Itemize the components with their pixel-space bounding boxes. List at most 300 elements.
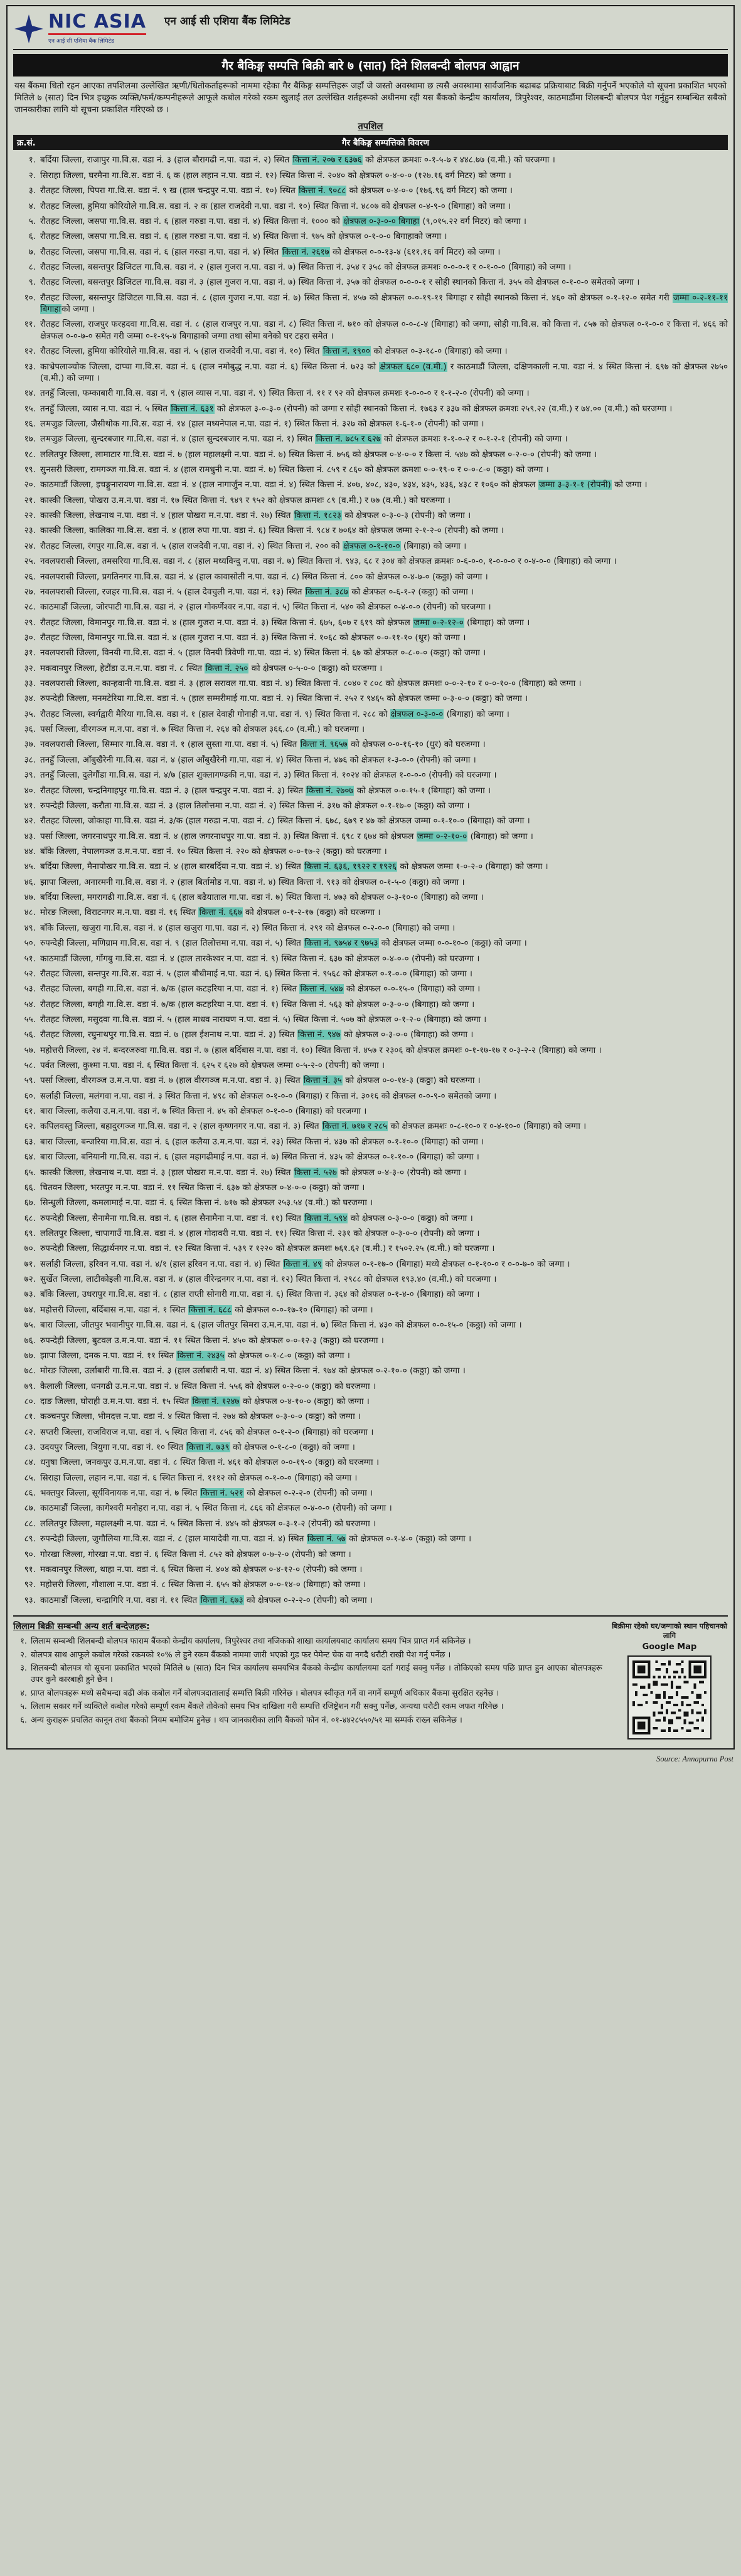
row-number: ८५. xyxy=(24,1472,36,1483)
row-number: ९३. xyxy=(24,1595,36,1605)
property-row xyxy=(13,214,728,229)
row-number: ८१. xyxy=(24,1412,36,1422)
row-number: ३०. xyxy=(24,632,36,643)
property-row xyxy=(13,260,728,275)
row-number: ६३. xyxy=(24,1136,36,1147)
row-text: नवलपरासी जिल्ला, विनयी गा.वि.स. वडा नं. ५ (हाल विनयी त्रिवेणी गा.पा. वडा नं. ४) स्थित कित्ता नं. ६७ को क्षेत्रफल ०-८-०-० (कठ्ठा) को जग्गा । xyxy=(40,648,486,658)
property-row xyxy=(13,1577,728,1592)
property-row xyxy=(13,1516,728,1531)
notice-page xyxy=(6,5,735,1750)
row-number: ८. xyxy=(28,261,36,272)
row-text: लमजुङ जिल्ला, जैसीथोक गा.वि.स. वडा नं. १४ (हाल मध्यनेपाल न.पा. वडा नं. १) स्थित कित्ता नं. ३२७ को क्षेत्रफल १-६-१-० (रोपनी) को जग्गा । xyxy=(40,418,484,429)
row-text: बर्दिया जिल्ला, मैनापोखर गा.वि.स. वडा नं. ४ (हाल बारबर्दिया न.पा. वडा नं. ४) स्थित कित्ता नं. ६३६, १९२२ र १९२६ को क्षेत्रफल जम्मा १-०-२-० (बिगाहा) को जग्गा । xyxy=(40,862,548,872)
row-text: सर्लाही जिल्ला, हरिवन न.पा. वडा नं. ४/१ (हाल हरिवन न.पा. वडा नं. ४) स्थित कित्ता नं. ४९ को क्षेत्रफल ०-१-१७-० (बिगाहा) मध्ये क्षेत्रफल ०-१-१०-० र ०-०-७-० को जग्गा । xyxy=(40,1259,570,1269)
notice-title-bar: गैर बैकिङ्ग सम्पत्ति बिक्री बारे ७ (सात) दिने शिलबन्दी बोलपत्र आह्वान xyxy=(13,54,728,77)
row-text: ललितपुर जिल्ला, लामाटार गा.वि.स. वडा नं. ७ (हाल महालक्ष्मी न.पा. वडा नं. ७) स्थित कित्ता नं. ७५६ को क्षेत्रफल ०-४-०-० र कित्ता नं. ५४७ को क्षेत्रफल ०-२-०-० (रोपनी) को जग्गा । xyxy=(40,449,597,460)
row-number: ७७. xyxy=(24,1350,36,1361)
row-number: ७५. xyxy=(24,1320,36,1331)
row-number: ५८. xyxy=(24,1060,36,1071)
property-row xyxy=(13,431,728,446)
row-number: ४७. xyxy=(24,892,36,903)
property-row xyxy=(13,645,728,660)
row-text: रौतहट जिल्ला, पिपरा गा.वि.स. वडा नं. ९ ख (हाल चन्द्रपुर न.पा. वडा नं. १०) स्थित कित्ता नं. ९०८८ को क्षेत्रफल ०-४-०-० (१७६.९६ वर्ग मिटर) को जग्गा । xyxy=(40,186,513,196)
condition-text: प्राप्त बोलपत्रहरू मध्ये सबैभन्दा बढी अंक कबोल गर्ने बोलपत्रदातालाई सम्पत्ति बिक्री गरिनेछ । बोलपत्र स्वीकृत गर्ने वा नगर्ने सम्पूर्ण अधिकार बैंकमा सुरक्षित रहनेछ । xyxy=(31,1688,499,1698)
row-number: ७०. xyxy=(24,1243,36,1254)
row-text: रौतहट जिल्ला, राजपुर फरहदवा गा.वि.स. वडा नं. ८ (हाल राजपुर न.पा. वडा नं. ८) स्थित कित्ता नं. ७१० को क्षेत्रफल ०-०-८-४ (बिगाहा) को जग्गा, सोही गा.वि.स. को कित्ता नं. ८५७ को क्षेत्रफल ०-१-०-० र कित्ता नं. ४६६ को क्षेत्रफल ०-०-७-० समेत गरी जम्मा ०-१-१५-४ बिगाहाको जग्गा तथा सोमा बनेको घर टहरा समेत । xyxy=(40,319,728,341)
row-text: महोत्तरी जिल्ला, गौशाला न.पा. वडा नं. ८ स्थित कित्ता नं. ६५५ को क्षेत्रफल ०-०-१४-० (बिगाहा) को जग्गा । xyxy=(40,1580,366,1590)
row-number: ३९. xyxy=(24,770,36,781)
row-number: २२. xyxy=(24,510,36,521)
row-number: ३३. xyxy=(24,678,36,689)
property-row xyxy=(13,1058,728,1073)
condition-item xyxy=(13,1635,602,1649)
row-number: ६०. xyxy=(24,1090,36,1101)
property-row xyxy=(13,1531,728,1546)
row-text: धनुषा जिल्ला, जनकपुर उ.म.न.पा. वडा नं. ८ स्थित कित्ता नं. ४६१ को क्षेत्रफल ०-०-१९-० (कठ्ठा) को घरजग्गा । xyxy=(40,1457,380,1468)
row-text: बाँके जिल्ला, उधरापुर गा.वि.स. वडा नं. ८ (हाल राप्ती सोनारी गा.पा. वडा नं. ६) स्थित कित्ता नं. ३६४ को क्षेत्रफल ०-१-४-० (बिगाहा) को जग्गा । xyxy=(40,1289,480,1300)
row-text: तनहुँ जिल्ला, फम्काबारी गा.वि.स. वडा नं. ९ (हाल व्यास न.पा. वडा नं. ९) स्थित कित्ता नं. ११ र ९२ को क्षेत्रफल क्रमशः १-०-०-० र १-१-२-० (रोपनी) को जग्गा । xyxy=(40,388,530,399)
property-row xyxy=(13,554,728,569)
property-row xyxy=(13,1363,728,1378)
property-row xyxy=(13,416,728,431)
row-number: १२. xyxy=(24,346,36,357)
property-row xyxy=(13,1455,728,1470)
condition-text: अन्य कुराहरू प्रचलित कानून तथा बैंकको नियम बमोजिम हुनेछ । थप जानकारीका लागि बैंकको फोन नं. ०१-४४२८५५०/५१ मा सम्पर्क राख्न सकिनेछ । xyxy=(31,1715,462,1725)
condition-item xyxy=(13,1649,602,1662)
row-number: ४१. xyxy=(24,800,36,811)
row-number: ४४. xyxy=(24,847,36,857)
property-row xyxy=(13,245,728,260)
row-text: झापा जिल्ला, दमक न.पा. वडा नं. ११ स्थित कित्ता नं. २४३५ को क्षेत्रफल ०-१-८-० (कठ्ठा) को जग्गा । xyxy=(40,1350,350,1361)
row-number: ९०. xyxy=(24,1549,36,1560)
row-number: ६. xyxy=(28,231,36,242)
property-row xyxy=(13,1562,728,1577)
row-text: सर्लाही जिल्ला, मलंगवा न.पा. वडा नं. ३ स्थित कित्ता नं. ४९८ को क्षेत्रफल ०-१-०-० (बिगाहा) र कित्ता नं. ३०१६ को क्षेत्रफल ०-०-९-० समेतको जग्गा । xyxy=(40,1090,497,1101)
row-number: ३६. xyxy=(24,724,36,735)
property-row xyxy=(13,661,728,676)
row-number: ५५. xyxy=(24,1014,36,1025)
row-number: ७. xyxy=(28,246,36,257)
condition-text: लिलाम सकार गर्ने व्यक्तिले कबोल गरेको सम्पूर्ण रकम बैंकले तोकेको समय भित्र दाखिला गरी सम्पत्ति रजिष्ट्रेशन गरी सक्नु पर्नेछ, अन्यथा धरौटी रकम जफत गरिनेछ । xyxy=(31,1702,504,1712)
row-text: कैलाली जिल्ला, धनगढी उ.म.न.पा. वडा नं. ४ स्थित कित्ता नं. ५५६ को क्षेत्रफल ०-२-०-० (कठ्ठा) को घरजग्गा । xyxy=(40,1381,376,1391)
property-row xyxy=(13,1440,728,1455)
row-text: पर्सा जिल्ला, वीरगञ्ज म.न.पा. वडा नं. ७ स्थित कित्ता नं. २६४ को क्षेत्रफल ३६६.८० (व.मी.) को घरजग्गा । xyxy=(40,724,365,735)
row-number: १९. xyxy=(24,465,36,475)
row-text: महोत्तरी जिल्ला, बर्दिबास न.पा. वडा नं. १ स्थित कित्ता नं. ६८८ को क्षेत्रफल ०-०-१७-१० (बिगाहा) को जग्गा । xyxy=(40,1304,373,1315)
condition-item xyxy=(13,1687,602,1701)
condition-number: ४. xyxy=(20,1688,27,1698)
condition-number: १. xyxy=(20,1636,27,1646)
row-number: ८८. xyxy=(24,1518,36,1529)
property-rows xyxy=(13,150,728,1609)
property-row xyxy=(13,1547,728,1562)
row-text: रौतहट जिल्ला, जसपा गा.वि.स. वडा नं. ६ (हाल गरुडा न.पा. वडा नं. ४) स्थित कित्ता नं. २६१७ को क्षेत्रफल ०-०-१३-४ (६११.१६ वर्ग मिटर) को जग्गा । xyxy=(40,246,501,257)
row-text: रुपन्देही जिल्ला, सिद्धार्थनगर न.पा. वडा नं. १२ स्थित कित्ता नं. ५३९ र १२२० को क्षेत्रफल क्रमशः ७६१.६२ (व.मी.) र १५०२.२५ (व.मी.) को घरजग्गा । xyxy=(40,1243,495,1254)
row-number: ७६. xyxy=(24,1335,36,1346)
row-number: ५९. xyxy=(24,1075,36,1086)
row-text: लमजुङ जिल्ला, सुन्दरबजार गा.वि.स. वडा नं. ४ (हाल सुन्दरबजार न.पा. वडा नं. १) स्थित कित्ता नं. ७८५ र ६२७ को क्षेत्रफल क्रमशः १-१-०-२ र ०-१-२-१ (रोपनी) को जग्गा । xyxy=(40,434,568,445)
property-row xyxy=(13,936,728,951)
property-row xyxy=(13,813,728,828)
row-number: १४. xyxy=(24,388,36,399)
property-row xyxy=(13,905,728,920)
property-row xyxy=(13,1470,728,1486)
row-number: ५७. xyxy=(24,1045,36,1055)
row-number: २९. xyxy=(24,617,36,628)
row-text: दाङ जिल्ला, घोराही उ.म.न.पा. वडा नं. १५ स्थित कित्ता नं. १२४७ को क्षेत्रफल ०-४-१०-० (कठ्ठा) को जग्गा । xyxy=(40,1396,370,1407)
property-row xyxy=(13,386,728,401)
row-text: रौतहट जिल्ला, बसन्तपुर डिजिटल गा.वि.स. वडा नं. ३ (हाल गुजरा न.पा. वडा नं. ७) स्थित कित्ता नं. ३५७ को क्षेत्रफल ०-०-०-१ र सोही स्थानको कित्ता नं. ३५५ को क्षेत्रफल ०-१-०-० समेतको जग्गा । xyxy=(40,277,640,288)
row-number: ८२. xyxy=(24,1427,36,1437)
row-number: ८४. xyxy=(24,1457,36,1468)
property-row xyxy=(13,1180,728,1195)
property-row xyxy=(13,615,728,630)
row-number: ३१. xyxy=(24,648,36,658)
row-number: ८९. xyxy=(24,1534,36,1544)
property-row xyxy=(13,997,728,1012)
property-row xyxy=(13,275,728,290)
row-text: सप्तरी जिल्ला, राजविराज न.पा. वडा नं. ५ स्थित कित्ता नं. ८५६ को क्षेत्रफल ०-१-२-० (बिगाहा) को घरजग्गा । xyxy=(40,1427,374,1437)
bank-info xyxy=(164,13,727,29)
row-number: ९२. xyxy=(24,1580,36,1590)
row-text: रौतहट जिल्ला, विमानपुर गा.वि.स. वडा नं. ४ (हाल गुजरा न.पा. वडा नं. ३) स्थित कित्ता नं. १०६८ को क्षेत्रफल ०-०-११-१० (धुर) को जग्गा । xyxy=(40,632,466,643)
property-row xyxy=(13,584,728,599)
property-row xyxy=(13,1012,728,1027)
property-row xyxy=(13,1104,728,1119)
row-text: कास्की जिल्ला, कालिका गा.वि.स. वडा नं. ४ (हाल रुपा गा.पा. वडा नं. ६) स्थित कित्ता नं. ९८४ र ७०६४ को क्षेत्रफल जम्मा २-१-२-० (रोपनी) को जग्गा । xyxy=(40,525,504,536)
logo-underline xyxy=(48,33,146,35)
property-row xyxy=(13,168,728,183)
google-map-label: Google Map xyxy=(642,1642,697,1652)
row-text: चितवन जिल्ला, भरतपुर म.न.पा. वडा नं. ११ स्थित कित्ता नं. ६३७ को क्षेत्रफल ०-४-०-० (कठ्ठा) को जग्गा । xyxy=(40,1182,365,1193)
property-row xyxy=(13,875,728,890)
row-number: ७८. xyxy=(24,1366,36,1376)
property-row xyxy=(13,844,728,859)
property-row xyxy=(13,676,728,691)
row-number: ४०. xyxy=(24,785,36,796)
row-text: झापा जिल्ला, अनारमनी गा.वि.स. वडा नं. २ (हाल बिर्तामोड न.पा. वडा नं. ४) स्थित कित्ता नं. ९१३ को क्षेत्रफल ०-१-५-० (कठ्ठा) को जग्गा । xyxy=(40,877,465,887)
row-number: २६. xyxy=(24,571,36,582)
row-number: ५६. xyxy=(24,1030,36,1040)
row-number: ५४. xyxy=(24,999,36,1010)
star-icon xyxy=(14,14,43,43)
row-number: ६२. xyxy=(24,1121,36,1132)
map-info-box xyxy=(611,1620,728,1742)
property-row xyxy=(13,1211,728,1226)
row-number: २०. xyxy=(24,480,36,490)
property-row xyxy=(13,966,728,981)
property-row xyxy=(13,829,728,844)
row-text: कास्की जिल्ला, लेखनाथ न.पा. वडा नं. ३ (हाल पोखरा म.न.पा. वडा नं. २७) स्थित कित्ता नं. ५२७ को क्षेत्रफल ०-४-३-० (रोपनी) को जग्गा । xyxy=(40,1167,467,1178)
row-text: रौतहट जिल्ला, रंगपुर गा.वि.स. वडा नं. ५ (हाल राजदेवी न.पा. वडा नं. २) स्थित कित्ता नं. २०० को क्षेत्रफल ०-१-१०-० (बिगाहा) को जग्गा । xyxy=(40,541,467,551)
row-number: २३. xyxy=(24,525,36,536)
row-text: सुनसरी जिल्ला, रामगञ्ज गा.वि.स. वडा नं. ४ (हाल रामधुनी न.पा. वडा नं. ७) स्थित कित्ता नं. ८५९ र ८६० को क्षेत्रफल क्रमशः ०-०-१९-० र ०-०-८-० (कठ्ठा) को जग्गा । xyxy=(40,465,549,475)
row-number: २८. xyxy=(24,602,36,613)
row-text: मोरङ जिल्ला, उर्लाबारी गा.वि.स. वडा नं. ३ (हाल उर्लाबारी न.पा. वडा नं. ४) स्थित कित्ता नं. ९७४ को क्षेत्रफल ०-२-१०-० (कठ्ठा) को जग्गा । xyxy=(40,1366,466,1376)
property-row xyxy=(13,981,728,996)
property-row xyxy=(13,1241,728,1256)
row-text: महोत्तरी जिल्ला, २४ नं. बन्दरजरुवा गा.वि.स. वडा नं. ७ (हाल बर्दिबास न.पा. वडा नं. १०) स्थित कित्ता नं. ४५७ र २३०६ को क्षेत्रफल क्रमशः ०-१-१७-१७ र ०-३-२-२ (बिगाहा) को जग्गा । xyxy=(40,1045,602,1055)
row-number: २४. xyxy=(24,541,36,551)
row-number: १७. xyxy=(24,434,36,445)
row-number: ६६. xyxy=(24,1182,36,1193)
condition-number: २. xyxy=(20,1650,27,1660)
row-number: १०. xyxy=(24,292,36,303)
row-number: ४. xyxy=(28,201,36,211)
row-text: मकवानपुर जिल्ला, हेटौंडा उ.म.न.पा. वडा नं. ८ स्थित कित्ता नं. २५० को क्षेत्रफल ०-५-०-० (कठ्ठा) को घरजग्गा । xyxy=(40,663,383,673)
row-number: ४८. xyxy=(24,907,36,918)
source-credit: Source: Annapurna Post xyxy=(656,1755,733,1763)
row-number: २५. xyxy=(24,556,36,567)
row-text: कपिलवस्तु जिल्ला, बहादुरगञ्ज गा.वि.स. वडा नं. २ (हाल कृष्णनगर न.पा. वडा नं. ३) स्थित कित्ता नं. ७१७ र २८५ को क्षेत्रफल क्रमशः ०-८-१०-० र ०-४-१०-० (बिगाहा) को जग्गा । xyxy=(40,1121,587,1132)
row-number: १६. xyxy=(24,418,36,429)
row-number: ५२. xyxy=(24,968,36,979)
row-text: बाँके जिल्ला, खजुरा गा.वि.स. वडा नं. ४ (हाल खजुरा गा.पा. वडा नं. २) स्थित कित्ता नं. २९१ को क्षेत्रफल ०-२-०-० (बिगाहा) को जग्गा । xyxy=(40,922,456,933)
row-number: ८३. xyxy=(24,1442,36,1453)
property-row xyxy=(13,1226,728,1241)
row-number: ६४. xyxy=(24,1152,36,1163)
row-text: काठमाडौं जिल्ला, जोरपाटी गा.वि.स. वडा नं. २ (हाल गोकर्णेश्वर न.पा. वडा नं. ५) स्थित कित्ता नं. ५४० को क्षेत्रफल ०-४-०-० (रोपनी) को घरजग्गा । xyxy=(40,602,491,613)
condition-number: ३. xyxy=(20,1664,27,1674)
row-number: १८. xyxy=(24,449,36,460)
row-number: ८७. xyxy=(24,1503,36,1514)
property-row xyxy=(13,523,728,538)
column-details: गैर बैकिङ्ग सम्पत्तिको विवरण xyxy=(342,138,429,149)
row-number: ११. xyxy=(24,319,36,330)
condition-number: ५. xyxy=(20,1702,27,1712)
row-number: २१. xyxy=(24,495,36,505)
row-text: तनहुँ जिल्ला, व्यास न.पा. वडा नं. ५ स्थित कित्ता नं. ६३१ को क्षेत्रफल ३-०-३-० (रोपनी) को जग्गा र सोही स्थानको कित्ता नं. १७६३ र ३३७ को क्षेत्रफल क्रमशः २५९.२२ (व.मी.) र ७४.०० (व.मी.) को घरजग्गा । xyxy=(40,403,673,414)
row-text: रुपन्देही जिल्ला, सैनामैना गा.वि.स. वडा नं. ६ (हाल सैनामैना न.पा. वडा नं. ११) स्थित कित्ता नं. ५९४ को क्षेत्रफल ०-३-०-० (कठ्ठा) को जग्गा । xyxy=(40,1213,473,1223)
conditions-list xyxy=(13,1620,602,1742)
row-text: रौतहट जिल्ला, चन्द्रनिगाहपुर गा.वि.स. वडा नं. ३ (हाल चन्द्रपुर न.पा. वडा नं. ३) स्थित कित्ता नं. २७०७ को क्षेत्रफल ०-०-१५-१ (बिगाहा) को जग्गा । xyxy=(40,785,491,796)
row-number: ६५. xyxy=(24,1167,36,1178)
row-number: ४२. xyxy=(24,816,36,826)
property-row xyxy=(13,359,728,386)
row-text: रौतहट जिल्ला, बगही गा.वि.स. वडा नं. ७/क (हाल कटहरिया न.पा. वडा नं. १) स्थित कित्ता नं. ५६३ को क्षेत्रफल ०-३-०-० (बिगाहा) को जग्गा । xyxy=(40,999,475,1010)
column-sn: क्र.सं. xyxy=(17,138,36,149)
property-row xyxy=(13,1089,728,1104)
property-row xyxy=(13,1134,728,1149)
row-text: काठमाडौं जिल्ला, कागेश्वरी मनोहरा न.पा. वडा नं. ५ स्थित कित्ता नं. ८६६ को क्षेत्रफल ०-४-०-० (रोपनी) को जग्गा । xyxy=(40,1503,392,1514)
row-text: रौतहट जिल्ला, बसन्तपुर डिजिटल गा.वि.स. वडा नं. ८ (हाल गुजरा न.पा. वडा नं. ७) स्थित कित्ता नं. ४५७ को क्षेत्रफल ०-०-१९-११ बिगाहा र सोही स्थानको कित्ता नं. ४६० को क्षेत्रफल ०-१-१२-० समेत गरी जम्मा ०-२-११-११ बिगाहाको जग्गा । xyxy=(40,292,728,315)
property-row xyxy=(13,630,728,645)
row-text: कास्की जिल्ला, पोखरा उ.म.न.पा. वडा नं. १७ स्थित कित्ता नं. ९४९ र ९५२ को क्षेत्रफल क्रमशः ८९ (व.मी.) र ७७ (व.मी.) को घरजग्गा । xyxy=(40,495,450,505)
property-row xyxy=(13,401,728,416)
row-text: नवलपरासी जिल्ला, तमसरिया गा.वि.स. वडा नं. ८ (हाल मध्यविन्दु न.पा. वडा नं. ७) स्थित कित्ता नं. ९४३, ६८ र ३०४ को क्षेत्रफल क्रमशः ०-६-०-०, १-०-०-० र ०-४-०-० (बिगाहा) को जग्गा । xyxy=(40,556,617,567)
row-number: १. xyxy=(28,155,36,166)
qr-code xyxy=(627,1655,712,1739)
row-number: ४३. xyxy=(24,831,36,842)
property-row xyxy=(13,317,728,344)
property-row xyxy=(13,768,728,783)
property-row xyxy=(13,921,728,936)
property-row xyxy=(13,1409,728,1424)
property-row xyxy=(13,1317,728,1333)
row-text: गोरखा जिल्ला, गोरखा न.पा. वडा नं. ६ स्थित कित्ता नं. ८५२ को क्षेत्रफल ०-७-२-० (रोपनी) को जग्गा । xyxy=(40,1549,351,1560)
property-row xyxy=(13,859,728,874)
row-number: ८०. xyxy=(24,1396,36,1407)
property-row xyxy=(13,290,728,317)
property-row xyxy=(13,1287,728,1302)
property-row xyxy=(13,1302,728,1317)
property-row xyxy=(13,447,728,462)
row-text: बारा जिल्ला, बन्जरिया गा.वि.स. वडा नं. ६ (हाल कलैया उ.म.न.पा. वडा नं. २३) स्थित कित्ता नं. ४३७ को क्षेत्रफल ०-१-१०-० (बिगाहा) को जग्गा । xyxy=(40,1136,484,1147)
condition-text: बोलपत्र साथ आफूले कबोल गरेको रकमको १०% ले हुने रकम बैंकको नाममा जारी भएको गुड फर पेमेन्ट चेक वा नगदै धरौटी राखी पेश गर्नु पर्नेछ । xyxy=(31,1650,451,1660)
row-text: तनहुँ जिल्ला, आँबुखैरेनी गा.वि.स. वडा नं. ४ (हाल आँबुखैरेनी गा.पा. वडा नं. ४) स्थित कित्ता नं. ४७६ को क्षेत्रफल १-३-०-० (रोपनी) को जग्गा । xyxy=(40,754,476,765)
row-number: ६७. xyxy=(24,1198,36,1208)
row-text: रौतहट जिल्ला, जोकाहा गा.वि.स. वडा नं. ३/क (हाल गरुडा न.पा. वडा नं. ८) स्थित कित्ता नं. ६७८, ६७९ र ४७ को क्षेत्रफल जम्मा ०-१-१०-० (बिगाहा) को जग्गा । xyxy=(40,816,530,826)
row-text: बर्दिया जिल्ला, मगरागढी गा.वि.स. वडा नं. ६ (हाल बढैयाताल गा.पा. वडा नं. ७) स्थित कित्ता नं. ४७३ को क्षेत्रफल ०-३-१०-० (बिगाहा) को जग्गा । xyxy=(40,892,484,903)
row-text: रौतहट जिल्ला, बसन्तपुर डिजिटल गा.वि.स. वडा नं. २ (हाल गुजरा न.पा. वडा नं. ७) स्थित कित्ता नं. ३५४ र ३५८ को क्षेत्रफल क्रमशः ०-०-०-१ र ०-१-०-० (बिगाहा) को जग्गा । xyxy=(40,261,572,272)
row-number: ६१. xyxy=(24,1106,36,1117)
row-text: बाँके जिल्ला, नेपालगञ्ज उ.म.न.पा. वडा नं. १० स्थित कित्ता नं. २२० को क्षेत्रफल ०-०-१७-२ (कठ्ठा) को घरजग्गा । xyxy=(40,847,387,857)
row-number: ५३. xyxy=(24,984,36,995)
row-text: रौतहट जिल्ला, विमानपुर गा.वि.स. वडा नं. ४ (हाल गुजरा न.पा. वडा नं. ३) स्थित कित्ता नं. ६७५, ६०७ र ६१९ को क्षेत्रफल जम्मा ०-२-१२-० (बिगाहा) को जग्गा । xyxy=(40,617,530,628)
property-row xyxy=(13,477,728,492)
row-text: काभ्रेपलाञ्चोक जिल्ला, दाप्चा गा.वि.स. वडा नं. ६ (हाल नमोबुद्ध न.पा. वडा नं. ६) स्थित कित्ता नं. ७२३ को क्षेत्रफल ६८० (व.मी.) र काठमाडौं जिल्ला, दक्षिणकाली न.पा. वडा नं. ४ स्थित कित्ता नं. ६९७ को क्षेत्रफल २७५० (व.मी.) को जग्गा । xyxy=(40,361,728,383)
tapashil-heading: तपशिल xyxy=(358,122,383,132)
row-number: ६९. xyxy=(24,1228,36,1238)
row-number: ३. xyxy=(28,186,36,196)
property-row xyxy=(13,1593,728,1608)
row-text: उदयपुर जिल्ला, त्रियुगा न.पा. वडा नं. १० स्थित कित्ता नं. ७३९ को क्षेत्रफल ०-१-८-० (कठ्ठा) को जग्गा । xyxy=(40,1442,355,1453)
row-number: ६८. xyxy=(24,1213,36,1223)
property-row xyxy=(13,229,728,244)
row-number: ५०. xyxy=(24,938,36,949)
row-number: ४५. xyxy=(24,862,36,872)
row-text: सुर्खेत जिल्ला, लाटीकोइली गा.वि.स. वडा नं. ४ (हाल वीरेन्द्रनगर न.पा. वडा नं. १२) स्थित कित्ता नं. २९८८ को क्षेत्रफल १९३.४० (व.मी.) को घरजग्गा । xyxy=(40,1274,497,1285)
property-row xyxy=(13,737,728,752)
row-number: ७४. xyxy=(24,1304,36,1315)
row-text: नवलपरासी जिल्ला, कान्हवानी गा.वि.स. वडा नं. ३ (हाल सरावल गा.पा. वडा नं. ४) स्थित कित्ता नं. ८०४० र ८०८ को क्षेत्रफल क्रमशः ०-०-२-१० र ०-०-१०-० (बिगाहा) को जग्गा । xyxy=(40,678,582,689)
row-text: रौतहट जिल्ला, जसपा गा.वि.स. वडा नं. ६ (हाल गरुडा न.पा. वडा नं. ४) स्थित कित्ता नं. ९७५ को क्षेत्रफल ०-१-०-० बिगाहाको जग्गा । xyxy=(40,231,447,242)
row-number: ३५. xyxy=(24,709,36,719)
notice-header xyxy=(13,10,728,50)
row-text: पर्सा जिल्ला, जगरनाथपुर गा.वि.स. वडा नं. ४ (हाल जगरनाथपुर गा.पा. वडा नं. ३) स्थित कित्ता नं. ६९८ र ६७४ को क्षेत्रफल जम्मा ०-२-१०-० (बिगाहा) को जग्गा । xyxy=(40,831,533,842)
row-number: १५. xyxy=(24,403,36,414)
row-text: सिराहा जिल्ला, लहान न.पा. वडा नं. ६ स्थित कित्ता नं. १११२ को क्षेत्रफल ०-१-०-० (बिगाहा) को जग्गा । xyxy=(40,1472,358,1483)
property-row xyxy=(13,1333,728,1348)
property-row xyxy=(13,599,728,615)
row-text: सिराहा जिल्ला, घरमैना गा.वि.स. वडा नं. ६ क (हाल लहान न.पा. वडा नं. १२) स्थित कित्ता नं. २०४० को क्षेत्रफल ०-४-०-० (१२७.१६ वर्ग मिटर) को जग्गा । xyxy=(40,170,511,181)
property-row xyxy=(13,798,728,813)
bank-name: एन आई सी एशिया बैंक लिमिटेड xyxy=(164,15,291,28)
row-text: पर्सा जिल्ला, वीरगञ्ज उ.म.न.पा. वडा नं. ७ (हाल वीरगञ्ज म.न.पा. वडा नं. ३) स्थित कित्ता नं. ३५ को क्षेत्रफल ०-०-१४-३ (कठ्ठा) को घरजग्गा । xyxy=(40,1075,481,1086)
row-text: ललितपुर जिल्ला, चापागाउँ गा.वि.स. वडा नं. ४ (हाल गोदावरी न.पा. वडा नं. ११) स्थित कित्ता नं. २३१ को क्षेत्रफल ०-३-०-० (रोपनी) को जग्गा । xyxy=(40,1228,480,1238)
row-number: ३८. xyxy=(24,754,36,765)
row-text: सिन्धुली जिल्ला, कमलामाई न.पा. वडा नं. ६ स्थित कित्ता नं. ७१७ को क्षेत्रफल २५३.५४ (व.मी.) को घरजग्गा । xyxy=(40,1198,373,1208)
row-text: बर्दिया जिल्ला, राजापुर गा.वि.स. वडा नं. ३ (हाल बौरागढी न.पा. वडा नं. २) स्थित कित्ता नं. २०७ र ६३७६ को क्षेत्रफल क्रमशः ०-१-५-७ र ४४८.७७ (व.मी.) को घरजग्गा । xyxy=(40,155,555,166)
row-text: रुपन्देही जिल्ला, करौता गा.वि.स. वडा नं. ३ (हाल तिलोत्तमा न.पा. वडा नं. २) स्थित कित्ता नं. ३१७ को क्षेत्रफल ०-१-१७-० (कठ्ठा) को जग्गा । xyxy=(40,800,470,811)
conditions-title: लिलाम बिक्री सम्बन्धी अन्य शर्त बन्देजहरू: xyxy=(13,1621,150,1632)
row-number: ७३. xyxy=(24,1289,36,1300)
property-row xyxy=(13,1257,728,1272)
row-text: बारा जिल्ला, कलैया उ.म.न.पा. वडा नं. ७ स्थित कित्ता नं. ४५ को क्षेत्रफल ०-१-०-० (बिगाहा) को घरजग्गा । xyxy=(40,1106,367,1117)
row-text: रुपन्देही जिल्ला, बुटवल उ.म.न.पा. वडा नं. ११ स्थित कित्ता नं. ४५० को क्षेत्रफल ०-०-१२-३ (कठ्ठा) को घरजग्गा । xyxy=(40,1335,384,1346)
row-text: रुपन्देही जिल्ला, मनमटेरिया गा.वि.स. वडा नं. ५ (हाल सम्मरीमाई गा.पा. वडा नं. २) स्थित कित्ता नं. २५२ र ९४६५ को क्षेत्रफल जम्मा ०-३-०-० (कठ्ठा) को जग्गा । xyxy=(40,694,528,704)
row-text: नवलपरासी जिल्ला, सिम्मार गा.वि.स. वडा नं. १ (हाल सुस्ता गा.पा. वडा नं. ५) स्थित कित्ता नं. ९६५७ को क्षेत्रफल ०-०-१६-१० (धुर) को घरजग्गा । xyxy=(40,739,486,750)
row-text: नवलपरासी जिल्ला, प्रगतिनगर गा.वि.स. वडा नं. ४ (हाल कावासोती न.पा. वडा नं. ८) स्थित कित्ता नं. ८०० को क्षेत्रफल ०-४-७-० (कठ्ठा) को जग्गा । xyxy=(40,571,488,582)
property-row xyxy=(13,344,728,359)
property-row xyxy=(13,890,728,905)
row-text: ललितपुर जिल्ला, महालक्ष्मी न.पा. वडा नं. ५ स्थित कित्ता नं. ४४५ को क्षेत्रफल ०-३-१-२ (रोपनी) को घरजग्गा । xyxy=(40,1518,376,1529)
row-text: रौतहट जिल्ला, मसुदवा गा.वि.स. वडा नं. ५ (हाल माधव नारायण न.पा. वडा नं. ५) स्थित कित्ता नं. ५०७ को क्षेत्रफल ०-१-२-० (बिगाहा) को जग्गा । xyxy=(40,1014,487,1025)
property-row xyxy=(13,539,728,554)
condition-item xyxy=(13,1700,602,1714)
row-number: २. xyxy=(28,170,36,181)
row-text: काठमाडौं जिल्ला, इचङ्गुनारायण गा.वि.स. वडा नं. ४ (हाल नागार्जुन न.पा. वडा नं. ४) स्थित कित्ता नं. ४०७, ४०८, ४३०, ४३४, ४३५, ४३६, ४३८ र १०६० को क्षेत्रफल जम्मा ३-३-१-१ (रोपनी) को जग्गा । xyxy=(40,480,648,490)
property-row xyxy=(13,1195,728,1210)
property-row xyxy=(13,1043,728,1058)
property-row xyxy=(13,783,728,798)
property-row xyxy=(13,1486,728,1501)
row-text: बारा जिल्ला, बनियानी गा.वि.स. वडा नं. ६ (हाल महागढीमाई न.पा. वडा नं. ७) स्थित कित्ता नं. ४३५ को क्षेत्रफल ०-१-१०-० (बिगाहा) को जग्गा । xyxy=(40,1152,479,1163)
row-number: ७९. xyxy=(24,1381,36,1391)
property-row xyxy=(13,508,728,523)
property-row xyxy=(13,1379,728,1394)
condition-text: शिलबन्दी बोलपत्र यो सूचना प्रकाशित भएको मितिले ७ (सात) दिन भित्र कार्यालय समयभित्र बैंकको केन्द्रीय कार्यालयमा दर्ता गराई सक्नु पर्नेछ । तोकिएको समय पछि प्राप्त हुन आएका बोलपत्रहरू उपर कुनै कारबाही हुने छैन । xyxy=(31,1664,602,1684)
row-number: ४६. xyxy=(24,877,36,887)
property-row xyxy=(13,1501,728,1516)
row-text: मोरङ जिल्ला, विराटनगर म.न.पा. वडा नं. १६ स्थित कित्ता नं. ६६७ को क्षेत्रफल ०-१-२-१७ (कठ्ठा) को घरजग्गा । xyxy=(40,907,381,918)
row-number: ५१. xyxy=(24,953,36,964)
row-text: रौतहट जिल्ला, जसपा गा.वि.स. वडा नं. ६ (हाल गरुडा न.पा. वडा नं. ४) स्थित कित्ता नं. १००० को क्षेत्रफल ०-३-०-० बिगाहा (९,०१५.२२ वर्ग मिटर) को जग्गा । xyxy=(40,216,526,226)
property-row xyxy=(13,152,728,167)
row-text: रौतहट जिल्ला, बगही गा.वि.स. वडा नं. ७/क (हाल कटहरिया न.पा. वडा नं. १) स्थित कित्ता नं. ५४७ को क्षेत्रफल ०-०-१५-० (बिगाहा) को जग्गा । xyxy=(40,984,481,995)
condition-text: लिलाम सम्बन्धी शिलबन्दी बोलपत्र फाराम बैंकको केन्द्रीय कार्यालय, त्रिपुरेश्वर तथा नजिकको शाखा कार्यालयबाट कार्यालय समय भित्र प्राप्त गर्न सकिनेछ । xyxy=(31,1636,471,1646)
row-number: ७२. xyxy=(24,1274,36,1285)
property-row xyxy=(13,1119,728,1134)
row-text: कास्की जिल्ला, लेखनाथ न.पा. वडा नं. ४ (हाल पोखरा म.न.पा. वडा नं. २७) स्थित कित्ता नं. १८२३ को क्षेत्रफल ०-३-०-३ (रोपनी) को जग्गा । xyxy=(40,510,471,521)
row-number: ८६. xyxy=(24,1488,36,1499)
row-text: काठमाडौं जिल्ला, चन्द्रागिरि न.पा. वडा नं. ११ स्थित कित्ता नं. ६७३ को क्षेत्रफल ०-२-२-० (रोपनी) को जग्गा । xyxy=(40,1595,373,1605)
property-row xyxy=(13,462,728,477)
property-row xyxy=(13,752,728,768)
property-row xyxy=(13,1272,728,1287)
property-row xyxy=(13,1073,728,1088)
row-text: रौतहट जिल्ला, हुमिया कोरियोले गा.वि.स. वडा नं. २ क (हाल राजदेवी न.पा. वडा नं. १०) स्थित कित्ता नं. ४८०७ को क्षेत्रफल ०-४-९-० (बिगाहा) को जग्गा । xyxy=(40,201,511,211)
property-row xyxy=(13,1394,728,1409)
table-header xyxy=(13,135,728,150)
row-number: ३४. xyxy=(24,694,36,704)
property-row xyxy=(13,691,728,706)
row-number: ५. xyxy=(28,216,36,226)
row-number: ९. xyxy=(28,277,36,288)
row-number: १३. xyxy=(24,361,36,372)
property-row xyxy=(13,707,728,722)
row-text: रुपन्देही जिल्ला, जुगौलिया गा.वि.स. वडा नं. ८ (हाल मायादेवी गा.पा. वडा नं. ४) स्थित कित्ता नं. ५७ को क्षेत्रफल ०-१-४-० (कठ्ठा) को जग्गा । xyxy=(40,1534,472,1544)
logo-tagline: एन आई सी एशिया बैंक लिमिटेड xyxy=(48,38,114,45)
row-text: रुपन्देही जिल्ला, मणिग्राम गा.वि.स. वडा नं. ९ (हाल तिलोत्तमा न.पा. वडा नं. ५) स्थित कित्ता नं. ९७५४ र ९७५३ को क्षेत्रफल जम्मा ०-०-१०-० (कठ्ठा) को जग्गा । xyxy=(40,938,527,949)
row-text: मकवानपुर जिल्ला, थाहा न.पा. वडा नं. ६ स्थित कित्ता नं. ४०४ को क्षेत्रफल ०-४-१२-० (रोपनी) को जग्गा । xyxy=(40,1564,363,1575)
property-row xyxy=(13,1348,728,1363)
row-text: रौतहट जिल्ला, स्वर्गद्वारी मैरिया गा.वि.स. वडा नं. १ (हाल देवाही गोनाही न.पा. वडा नं. ९) स्थित कित्ता नं. २८८ को क्षेत्रफल ०-३-०-० (बिगाहा) को जग्गा । xyxy=(40,709,509,719)
nic-asia-logo xyxy=(14,13,156,45)
property-row xyxy=(13,183,728,198)
row-text: रौतहट जिल्ला, हुमिया कोरियोले गा.वि.स. वडा नं. ५ (हाल राजदेवी न.पा. वडा नं. १०) स्थित कित्ता नं. १९०० को क्षेत्रफल ०-३-१८-० (बिगाहा) को जग्गा । xyxy=(40,346,508,357)
row-text: पर्वत जिल्ला, कुश्मा न.पा. वडा नं. ६ स्थित कित्ता नं. ६२५ र ६२७ को क्षेत्रफल जम्मा ०-५-२-० (रोपनी) को जग्गा । xyxy=(40,1060,385,1071)
row-text: रौतहट जिल्ला, रघुनाथपुर गा.वि.स. वडा नं. ७ (हाल ईशनाथ न.पा. वडा नं. ३) स्थित कित्ता नं. ९४७ को क्षेत्रफल ०-३-०-० (बिगाहा) को जग्गा । xyxy=(40,1030,474,1040)
property-row xyxy=(13,493,728,508)
row-text: काठमाडौं जिल्ला, गोंगबु गा.वि.स. वडा नं. ४ (हाल तारकेश्वर न.पा. वडा नं. ९) स्थित कित्ता नं. ६३७ को क्षेत्रफल ०-४-०-० (रोपनी) को घरजग्गा । xyxy=(40,953,480,964)
row-number: ३२. xyxy=(24,663,36,673)
logo-wordmark: NIC ASIA xyxy=(48,11,146,33)
condition-item xyxy=(13,1662,602,1686)
map-label: बिक्रीमा रहेको घर/जग्गाको स्थान पहिचानको लागि xyxy=(612,1621,727,1640)
row-text: बारा जिल्ला, जीतपुर भवानीपुर गा.वि.स. वडा नं. ६ (हाल जीतपुर सिमरा उ.म.न.पा. वडा नं. ७) स्थित कित्ता नं. ४३० को क्षेत्रफल ०-०-१५-० (कठ्ठा) को जग्गा । xyxy=(40,1320,522,1331)
condition-number: ६. xyxy=(20,1715,27,1725)
